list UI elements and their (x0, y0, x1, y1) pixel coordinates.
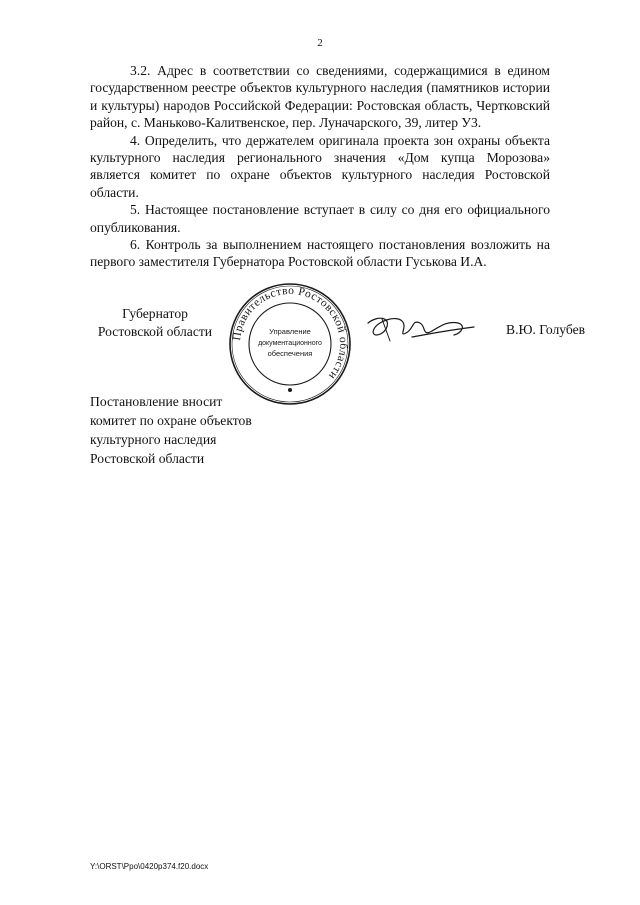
submitted-by-line1: Постановление вносит (90, 394, 223, 409)
seal-ring-textpath: Правительство Ростовской области (231, 284, 350, 382)
signatory-name: В.Ю. Голубев (506, 322, 586, 337)
submitted-by (90, 392, 310, 468)
seal-inner-line1: Управление (269, 327, 311, 336)
submitted-by-line3: культурного наследия (90, 432, 217, 447)
signatory-title-line2: Ростовской области (97, 323, 213, 339)
signatory-title-line1: Губернатор (122, 306, 188, 321)
seal-inner-line2: документационного (258, 340, 322, 347)
resolution-body (90, 62, 550, 271)
submitted-by-line4: Ростовской области (90, 451, 205, 466)
seal-inner-line3: обеспечения (267, 349, 313, 358)
signatory-title (90, 305, 220, 340)
handwritten-signature (362, 307, 488, 349)
footer-file-path: Y:\ORST\Ppo\0420p374.f20.docx (90, 862, 209, 871)
paragraph-6: 6. Контроль за выполнением настоящего постановления возложить на первого заместителя Губернатора Ростовской области Гуськова И.А. (90, 237, 550, 270)
paragraph-5: 5. Настоящее постановление вступает в силу со дня его официального опубликования. (90, 202, 550, 235)
paragraph-4: 4. Определить, что держателем оригинала проекта зон охраны объекта культурного наследия регионального значения «Дом купца Морозова» является комитет по охране объектов культурного наследия Ростовской области. (90, 132, 550, 200)
page-number: 2 (317, 37, 323, 49)
paragraph-3-2: 3.2. Адрес в соответствии со сведениями, содержащимися в едином государственном реестре объектов культурного наследия (памятников истории и культуры) народов Российской Федерации: Ростовская область, Чертковский район, с. Маньково-Калитвенское, пер. Луначарского, 39, литер У3. (90, 63, 550, 131)
submitted-by-line2: комитет по охране объектов (90, 413, 252, 428)
official-seal (228, 282, 352, 406)
